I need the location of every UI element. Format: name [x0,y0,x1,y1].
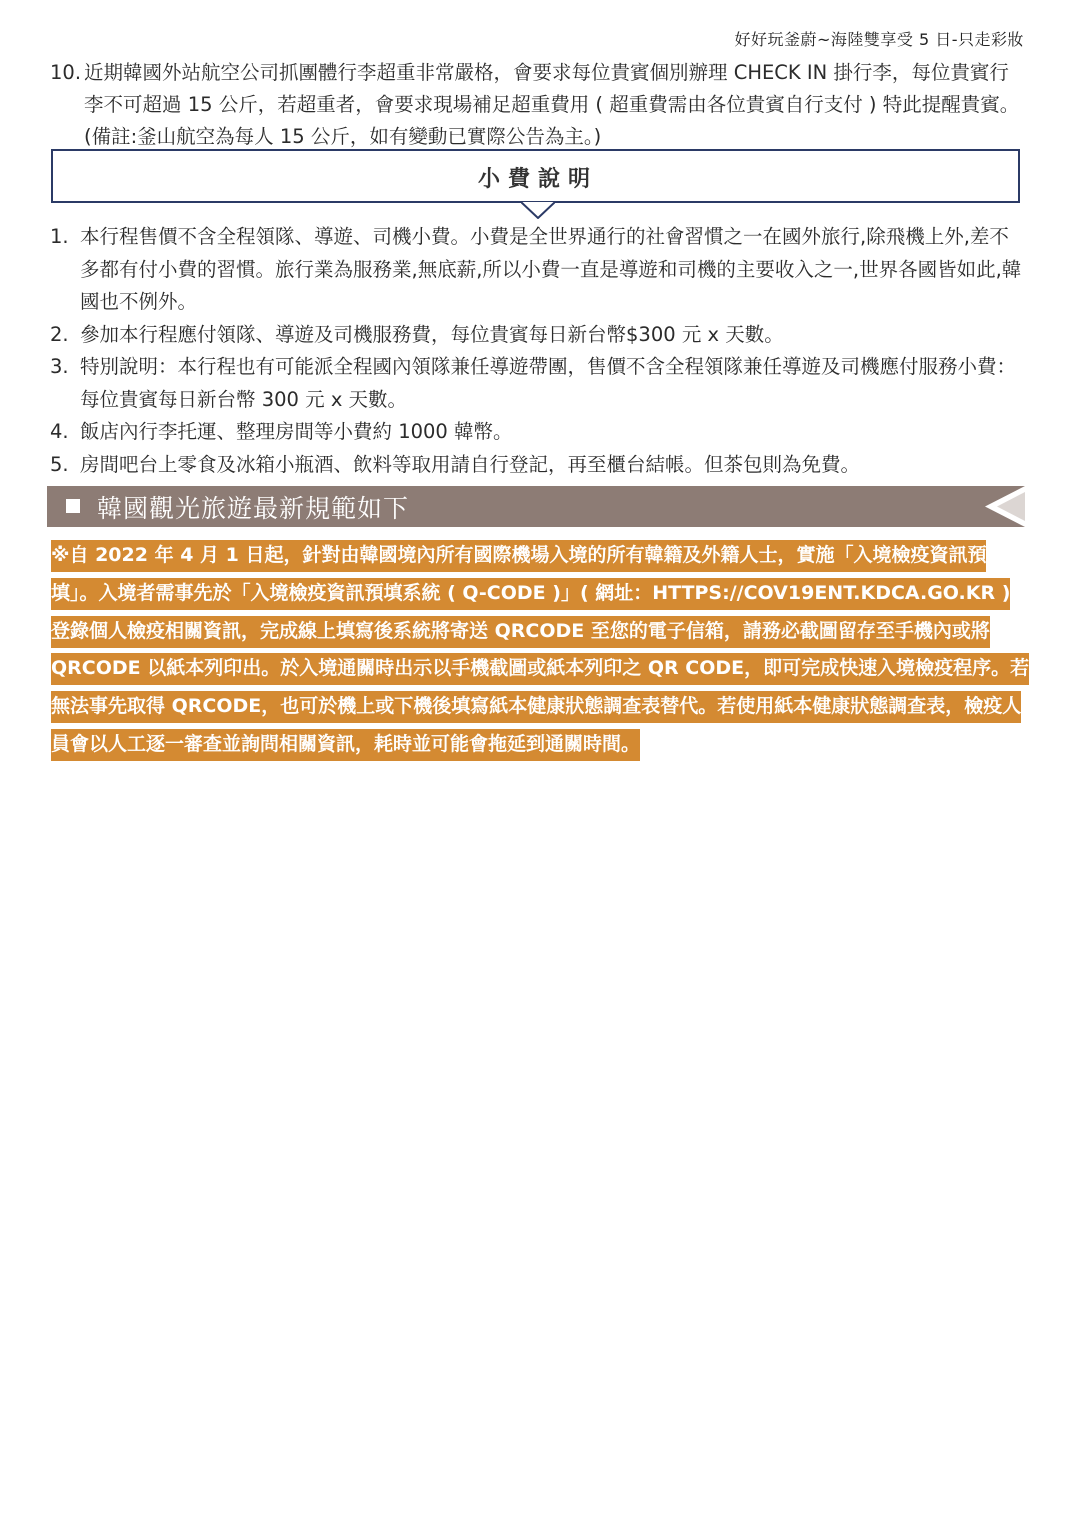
item-number: 4. [50,420,69,443]
item-number: 3. [50,355,69,378]
square-bullet-icon [66,499,80,513]
tips-title: 小費說明 [477,166,598,192]
entry-notice [51,537,1031,764]
item-text: 參加本行程應付領隊、導遊及司機服務費，每位貴賓每日新台幣$300 元 x 天數。 [80,322,784,346]
item-number: 2. [50,322,69,346]
item-number: 1. [50,225,69,248]
item-text: 特別說明：本行程也有可能派全程國內領隊兼任導遊帶團，售價不含全程領隊兼任導遊及司機應付服務小費：每位貴賓每日新台幣 300 元 x 天數。 [80,355,1017,411]
page-header-title: 好好玩釜蔚~海陸雙享受 5 日-只走彩妝 [734,30,1024,49]
section-heading: 韓國觀光旅遊最新規範如下 [97,494,410,523]
list-item [50,416,1025,449]
notice-text: ※自 2022 年 4 月 1 日起，針對由韓國境內所有國際機場入境的所有韓籍及外籍人士，實施「入境檢疫資訊預填」。入境者需事先於「入境檢疫資訊預填系統 ( Q-CODE )」( 網址：HTTPS://COV19ENT.KDCA.GO.KR ) 登錄個人檢疫相關資訊，完成線上填寫後系統將寄送 QRCODE 至您的電子信箱，請務必截圖留存至手機內或將 QRCODE 以紙本列印出。於入境通關時出示以手機截圖或紙本列印之 QR CODE，即可完成快速入境檢疫程序。若無法事先取得 QRCODE，也可於機上或下機後填寫紙本健康狀態調查表替代。若使用紙本健康狀態調查表，檢疫人員會以人工逐一審查並詢問相關資訊，耗時並可能會拖延到通關時間。 [51,540,1029,761]
item-number: 5. [50,452,69,476]
item-text: 本行程售價不含全程領隊、導遊、司機小費。小費是全世界通行的社會習慣之一在國外旅行,除飛機上外,差不多都有付小費的習慣。旅行業為服務業,無底薪,所以小費一直是導遊和司機的主要收入之一,世界各國皆如此,韓國也不例外。 [80,225,1022,313]
list-item [50,221,1025,319]
list-item [50,351,1025,416]
tips-box-notch [521,201,555,219]
arrow-notch-icon [985,486,1025,527]
item-text: 近期韓國外站航空公司抓團體行李超重非常嚴格，會要求每位貴賓個別辦理 CHECK IN 掛行李，每位貴賓行李不可超過 15 公斤，若超重者，會要求現場補足超重費用 ( 超重費需由各位貴賓自行支付 ) 特此提醒貴賓。(備註:釜山航空為每人 15 公斤，如有變動已實際公告為主。) [84,61,1020,148]
item-text: 房間吧台上零食及冰箱小瓶酒、飲料等取用請自行登記，再至櫃台結帳。但茶包則為免費。 [80,452,861,476]
section-heading-bar [47,486,1025,527]
tips-list [50,221,1025,481]
item-text: 飯店內行李托運、整理房間等小費約 1000 韓幣。 [80,420,513,443]
item-10 [50,57,1025,153]
list-item [50,319,1025,352]
list-item [50,449,1025,482]
item-number: 10. [50,61,82,84]
